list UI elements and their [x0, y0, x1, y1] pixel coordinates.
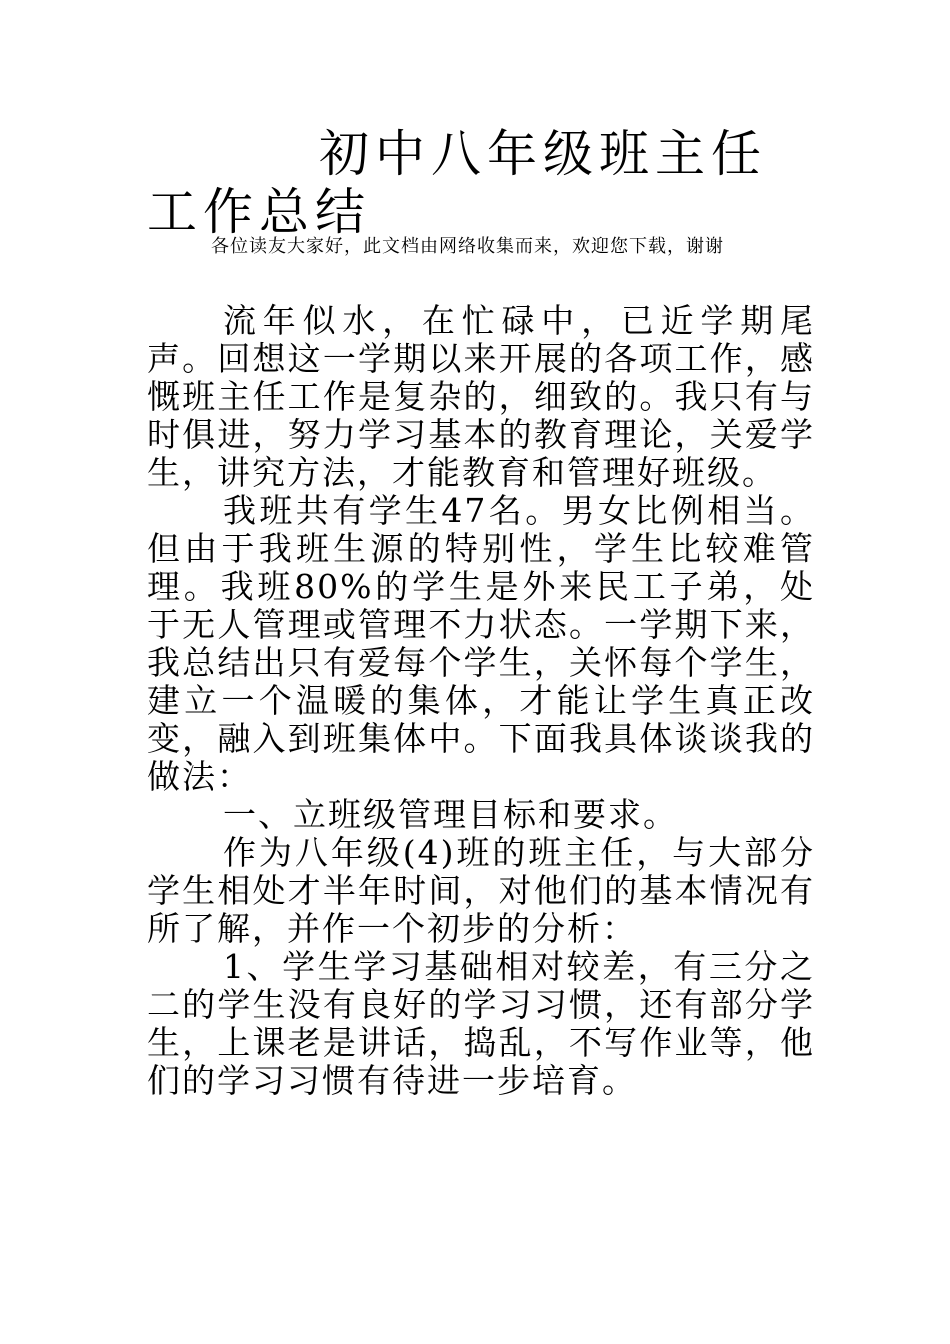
- paragraph-2: 我班共有学生47名。男女比例相当。但由于我班生源的特别性，学生比较难管理。我班80%的学生是外来民工子弟，处于无人管理或管理不力状态。一学期下来，我总结出只有爱每个学生，关怀每个学生，建立一个温暖的集体，才能让学生真正改变，融入到班集体中。下面我具体谈谈我的做法：: [147, 491, 815, 796]
- paragraph-1: 流年似水，在忙碌中，已近学期尾声。回想这一学期以来开展的各项工作，感慨班主任工作是复杂的，细致的。我只有与时俱进，努力学习基本的教育理论，关爱学生，讲究方法，才能教育和管理好班级。: [147, 301, 815, 492]
- document-page: [147, 125, 815, 1100]
- document-title: 初中八年级班主任工作总结: [147, 125, 767, 241]
- paragraph-5: 1、学生学习基础相对较差，有三分之二的学生没有良好的学习习惯，还有部分学生，上课老是讲话，捣乱，不写作业等，他们的学习习惯有待进一步培育。: [147, 947, 815, 1100]
- paragraph-4: 作为八年级(4)班的班主任，与大部分学生相处才半年时间，对他们的基本情况有所了解，并作一个初步的分析：: [147, 833, 815, 948]
- paragraph-3: 一、立班级管理目标和要求。: [223, 795, 678, 834]
- document-body: [147, 302, 815, 1100]
- intro-note: 各位读友大家好，此文档由网络收集而来，欢迎您下载，谢谢: [211, 236, 724, 257]
